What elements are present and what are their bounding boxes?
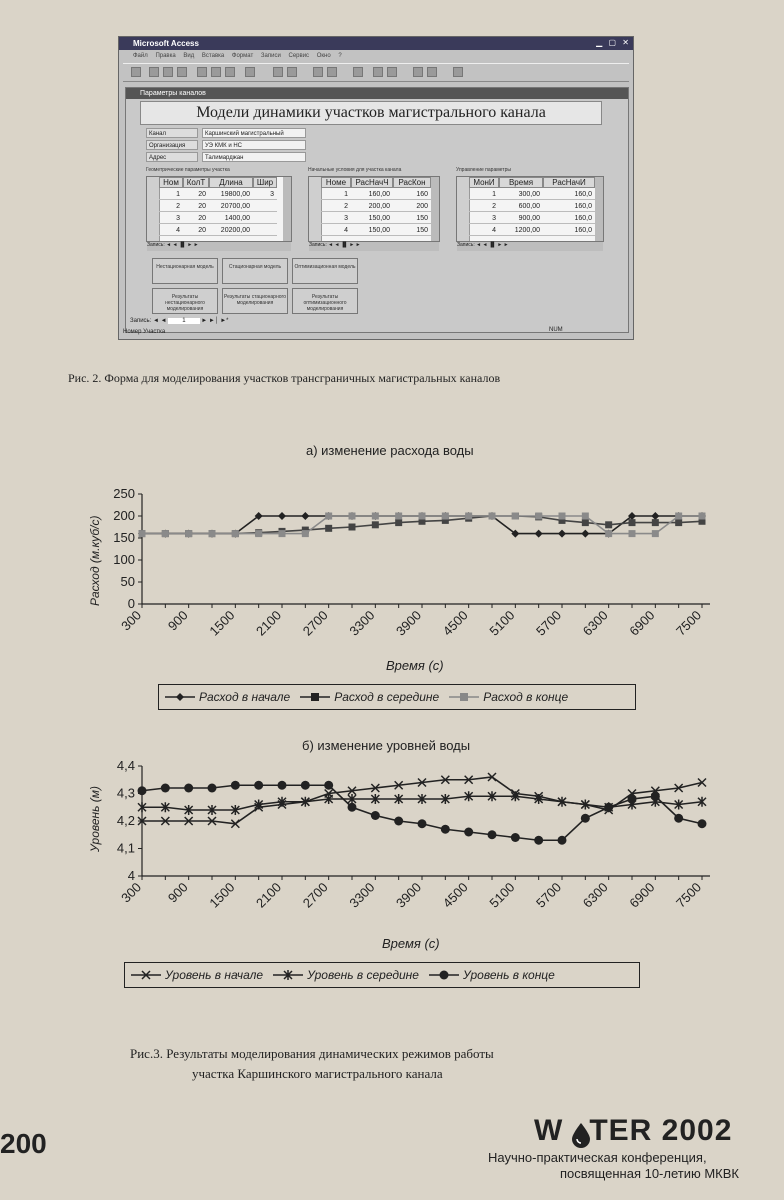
x-tick-label: 5700 xyxy=(533,607,565,639)
fig3-caption-line2: участка Каршинского магистрального канала xyxy=(192,1066,443,1081)
table-row[interactable]: 1 20 19800,00 3 xyxy=(159,189,277,200)
data-point xyxy=(652,519,659,526)
table-row[interactable]: 1 160,00 160 xyxy=(321,189,431,200)
data-point xyxy=(559,513,566,520)
column-header[interactable]: РасНачЧ xyxy=(351,177,393,188)
y-tick-label: 4,3 xyxy=(116,785,135,801)
column-header[interactable]: Время xyxy=(499,177,543,188)
data-point xyxy=(629,519,636,526)
data-point xyxy=(325,525,332,532)
menu-item[interactable]: Вид xyxy=(183,53,195,59)
toolbar-new-object-icon[interactable] xyxy=(427,67,437,77)
chart-a-title: а) изменение расхода воды xyxy=(306,443,474,458)
legend-item: Уровень в середине xyxy=(273,968,419,982)
x-tick-label: 6300 xyxy=(579,607,611,639)
data-point xyxy=(674,814,683,823)
fig2-caption: Рис. 2. Форма для моделирования участков трансграничных магистральных каналов xyxy=(68,371,501,385)
data-point xyxy=(325,513,332,520)
field-label-org: Организация xyxy=(146,140,198,150)
menu-item[interactable]: Вставка xyxy=(201,53,225,59)
x-tick-label: 2100 xyxy=(253,607,285,639)
toolbar-sort-desc-icon[interactable] xyxy=(287,67,297,77)
grid-control-parameters[interactable] xyxy=(456,176,604,248)
data-point xyxy=(232,530,239,537)
chart-a-xlabel: Время (с) xyxy=(386,658,444,673)
x-tick-label: 2700 xyxy=(299,879,331,911)
stationary-results-button[interactable]: Результаты стационарного моделирования xyxy=(222,288,288,314)
data-point xyxy=(605,521,612,528)
toolbar-save-icon[interactable] xyxy=(149,67,159,77)
access-toolbar xyxy=(123,63,629,82)
toolbar-print-icon[interactable] xyxy=(163,67,173,77)
data-point xyxy=(651,792,660,801)
x-tick-label: 7500 xyxy=(673,607,705,639)
chart-a-ylabel: Расход (м.куб/с) xyxy=(88,515,102,606)
chart-a xyxy=(80,486,720,684)
column-header[interactable]: КолТ xyxy=(183,177,209,188)
x-tick-label: 3900 xyxy=(393,607,425,639)
table-row[interactable]: 2 200,00 200 xyxy=(321,201,431,212)
data-point xyxy=(255,530,262,537)
field-value-org[interactable]: УЭ КМК и НС xyxy=(202,140,306,150)
toolbar-cut-icon[interactable] xyxy=(197,67,207,77)
chart-a-legend xyxy=(158,684,636,710)
menu-item[interactable]: Правка xyxy=(155,53,176,59)
field-value-address[interactable]: Талимарджан xyxy=(202,152,306,162)
field-label-address: Адрес xyxy=(146,152,198,162)
window-controls[interactable]: ▁ ▢ ✕ xyxy=(596,38,631,47)
data-point xyxy=(372,513,379,520)
conference-line-2: посвященная 10-летию МКВК xyxy=(560,1166,739,1181)
x-tick-label: 300 xyxy=(118,607,145,634)
x-tick-label: 3300 xyxy=(346,879,378,911)
data-point xyxy=(279,530,286,537)
data-point xyxy=(489,513,496,520)
data-point xyxy=(675,513,682,520)
table-row[interactable]: 4 150,00 150 xyxy=(321,225,431,236)
column-header[interactable]: Шир xyxy=(253,177,277,188)
scrollbar[interactable] xyxy=(431,177,439,241)
x-tick-label: 3300 xyxy=(346,607,378,639)
data-point xyxy=(581,530,589,538)
chart-b-legend xyxy=(124,962,640,988)
data-point xyxy=(488,830,497,839)
toolbar-delete-record-icon[interactable] xyxy=(387,67,397,77)
toolbar-copy-icon[interactable] xyxy=(211,67,221,77)
toolbar-undo-icon[interactable] xyxy=(245,67,255,77)
toolbar-preview-icon[interactable] xyxy=(177,67,187,77)
x-tick-label: 3900 xyxy=(393,879,425,911)
x-tick-label: 4500 xyxy=(439,879,471,911)
data-point xyxy=(184,784,193,793)
y-tick-label: 4 xyxy=(127,868,135,883)
y-tick-label: 4,2 xyxy=(116,813,135,828)
grid2-caption: Начальные условия для участка канала xyxy=(308,167,402,173)
field-label-canal: Канал xyxy=(146,128,198,138)
menu-item[interactable]: ? xyxy=(338,53,342,59)
x-tick-label: 900 xyxy=(164,607,191,634)
data-point xyxy=(324,781,333,790)
scrollbar[interactable] xyxy=(595,177,603,241)
optimization-model-button[interactable]: Оптимизационная модель xyxy=(292,258,358,284)
data-point xyxy=(394,817,403,826)
menu-item[interactable]: Записи xyxy=(260,53,281,59)
data-point xyxy=(629,530,636,537)
data-point xyxy=(535,513,542,520)
menu-item[interactable]: Формат xyxy=(231,53,254,59)
nonstationary-results-button[interactable]: Результаты нестационарного моделирования xyxy=(152,288,218,314)
data-point xyxy=(558,836,567,845)
grid-header-row xyxy=(321,177,431,188)
stationary-model-button[interactable]: Стационарная модель xyxy=(222,258,288,284)
menu-item[interactable]: Файл xyxy=(133,53,148,59)
table-row[interactable]: 1 300,00 160,0 xyxy=(469,189,595,200)
data-point xyxy=(581,814,590,823)
y-tick-label: 50 xyxy=(120,574,135,589)
scrollbar[interactable] xyxy=(283,177,291,241)
series-line xyxy=(142,785,702,840)
toolbar-view-icon[interactable] xyxy=(131,67,141,77)
data-point xyxy=(301,512,309,520)
record-navigator[interactable]: Запись: ◄ ◄ ▐▌ ► ► xyxy=(147,242,291,251)
grid-geometry[interactable] xyxy=(146,176,292,248)
column-header[interactable]: Длина xyxy=(209,177,253,188)
data-point xyxy=(534,836,543,845)
data-point xyxy=(278,781,287,790)
form-record-navigator[interactable]: Запись: ◄ ◄ 1 ► ►│ ►* xyxy=(130,318,229,324)
record-navigator[interactable]: Запись: ◄ ◄ ▐▌ ► ► xyxy=(457,242,603,251)
x-tick-label: 5100 xyxy=(486,879,518,911)
table-row[interactable]: 2 20 20700,00 xyxy=(159,201,277,212)
data-point xyxy=(464,828,473,837)
field-value-canal[interactable]: Каршинский магистральный xyxy=(202,128,306,138)
menu-item[interactable]: Сервис xyxy=(288,53,310,59)
data-point xyxy=(604,803,613,812)
grid1-caption: Геометрические параметры участка xyxy=(146,167,230,173)
data-point xyxy=(139,530,146,537)
water-drop-icon xyxy=(570,1122,592,1148)
table-row[interactable]: 3 20 1400,00 xyxy=(159,213,277,224)
data-point xyxy=(651,512,659,520)
data-point xyxy=(161,784,170,793)
data-point xyxy=(395,513,402,520)
column-header[interactable]: РасНачИ xyxy=(543,177,595,188)
grid-header-row xyxy=(159,177,277,188)
grid-header-row xyxy=(469,177,595,188)
column-header[interactable]: Номе xyxy=(321,177,351,188)
data-point xyxy=(442,513,449,520)
access-window xyxy=(118,36,634,340)
legend-item: Уровень в конце xyxy=(429,968,555,982)
page-number: 200 xyxy=(0,1128,47,1159)
chart-b-xlabel: Время (с) xyxy=(382,936,440,951)
fig3-caption-line1: Рис.3. Результаты моделирования динамических режимов работы xyxy=(130,1046,494,1061)
data-point xyxy=(441,825,450,834)
x-tick-label: 1500 xyxy=(206,607,238,639)
grid3-caption: Управление параметры xyxy=(456,167,511,173)
data-point xyxy=(185,530,192,537)
data-point xyxy=(278,512,286,520)
data-point xyxy=(465,513,472,520)
menu-item[interactable]: Окно xyxy=(316,53,331,59)
form-title-bar: Параметры каналов xyxy=(126,88,628,99)
toolbar-paste-icon[interactable] xyxy=(225,67,235,77)
column-header[interactable]: РасКон xyxy=(393,177,431,188)
chart-b xyxy=(80,756,720,952)
status-bar-num: NUM xyxy=(549,327,563,333)
data-point xyxy=(302,530,309,537)
data-point xyxy=(162,530,169,537)
data-point xyxy=(582,513,589,520)
data-point xyxy=(301,781,310,790)
status-bar-text: Номер Участка xyxy=(123,329,166,335)
toolbar-new-record-icon[interactable] xyxy=(373,67,383,77)
data-point xyxy=(349,513,356,520)
legend-item: Расход в середине xyxy=(300,690,439,704)
x-tick-label: 6900 xyxy=(626,879,658,911)
data-point xyxy=(511,833,520,842)
x-tick-label: 6900 xyxy=(626,607,658,639)
water-2002-logo: W TER 2002 xyxy=(534,1114,733,1147)
y-tick-label: 250 xyxy=(113,486,135,501)
toolbar-database-icon[interactable] xyxy=(413,67,423,77)
y-tick-label: 0 xyxy=(127,596,135,611)
access-title-bar: Microsoft Access xyxy=(119,37,633,50)
data-point xyxy=(209,530,216,537)
column-header[interactable]: Ном xyxy=(159,177,183,188)
table-row[interactable]: 4 1200,00 160,0 xyxy=(469,225,595,236)
data-point xyxy=(395,519,402,526)
column-header[interactable]: МонИ xyxy=(469,177,499,188)
conference-line-1: Научно-практическая конференция, xyxy=(488,1150,707,1165)
table-row[interactable]: 3 150,00 150 xyxy=(321,213,431,224)
data-point xyxy=(138,786,147,795)
table-row[interactable]: 3 900,00 160,0 xyxy=(469,213,595,224)
data-point xyxy=(652,530,659,537)
data-point xyxy=(348,803,357,812)
y-tick-label: 200 xyxy=(113,508,135,523)
form-window xyxy=(125,87,629,333)
data-point xyxy=(582,519,589,526)
data-point xyxy=(605,530,612,537)
x-tick-label: 4500 xyxy=(439,607,471,639)
toolbar-apply-filter-icon[interactable] xyxy=(327,67,337,77)
data-point xyxy=(628,795,637,804)
y-tick-label: 100 xyxy=(113,552,135,567)
data-point xyxy=(699,513,706,520)
legend-item: Расход в начале xyxy=(165,690,290,704)
data-point xyxy=(558,530,566,538)
x-tick-label: 6300 xyxy=(579,879,611,911)
optimization-results-button[interactable]: Результаты оптимизационного моделирования xyxy=(292,288,358,314)
toolbar-find-icon[interactable] xyxy=(353,67,363,77)
access-menu-bar[interactable] xyxy=(119,51,633,62)
x-tick-label: 300 xyxy=(118,879,145,906)
y-tick-label: 150 xyxy=(113,530,135,545)
nonstationary-model-button[interactable]: Нестационарная модель xyxy=(152,258,218,284)
y-tick-label: 4,4 xyxy=(116,758,135,773)
grid-initial-conditions[interactable] xyxy=(308,176,440,248)
data-point xyxy=(254,781,263,790)
data-point xyxy=(231,781,240,790)
data-point xyxy=(349,524,356,531)
toolbar-sort-asc-icon[interactable] xyxy=(273,67,283,77)
table-row[interactable]: 4 20 20200,00 xyxy=(159,225,277,236)
x-tick-label: 7500 xyxy=(673,879,705,911)
data-point xyxy=(371,811,380,820)
x-tick-label: 900 xyxy=(164,879,191,906)
toolbar-help-icon[interactable] xyxy=(453,67,463,77)
legend-item: Уровень в начале xyxy=(131,968,263,982)
legend-item: Расход в конце xyxy=(449,690,568,704)
x-tick-label: 1500 xyxy=(206,879,238,911)
data-point xyxy=(675,519,682,526)
form-header: Модели динамики участков магистрального канала xyxy=(140,101,602,125)
chart-b-ylabel: Уровень (м) xyxy=(88,785,102,852)
data-point xyxy=(418,819,427,828)
data-point xyxy=(698,819,707,828)
table-row[interactable]: 2 600,00 160,0 xyxy=(469,201,595,212)
data-point xyxy=(208,784,217,793)
x-tick-label: 5700 xyxy=(533,879,565,911)
record-navigator[interactable]: Запись: ◄ ◄ ▐▌ ► ► xyxy=(309,242,439,251)
toolbar-filter-icon[interactable] xyxy=(313,67,323,77)
x-tick-label: 5100 xyxy=(486,607,518,639)
x-tick-label: 2700 xyxy=(299,607,331,639)
chart-b-title: б) изменение уровней воды xyxy=(302,738,471,753)
data-point xyxy=(372,521,379,528)
data-point xyxy=(512,513,519,520)
data-point xyxy=(535,530,543,538)
x-tick-label: 2100 xyxy=(253,879,285,911)
data-point xyxy=(419,513,426,520)
y-tick-label: 4,1 xyxy=(116,840,135,856)
